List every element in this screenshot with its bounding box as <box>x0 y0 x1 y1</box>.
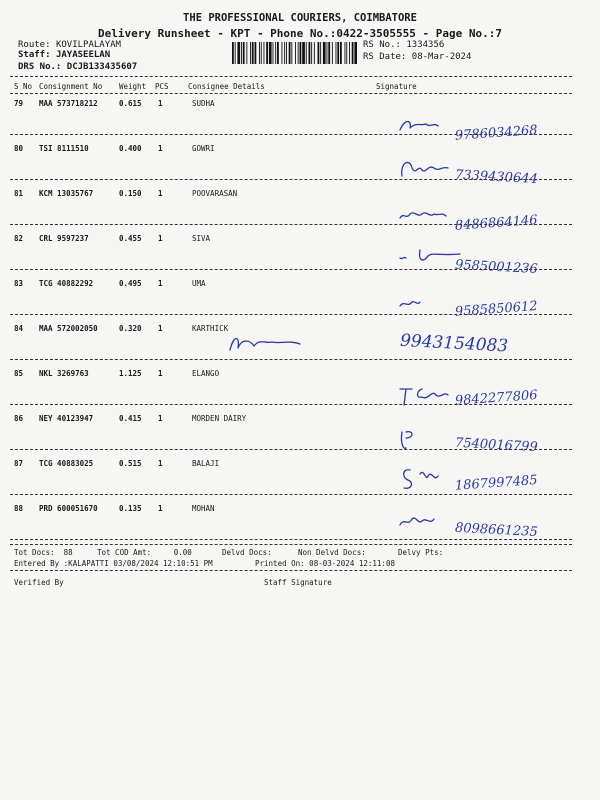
barcode-bar <box>323 42 326 64</box>
row-divider <box>10 179 572 180</box>
row-sno: 80 <box>14 144 24 153</box>
row-divider <box>10 134 572 135</box>
barcode-bar <box>266 42 268 64</box>
row-consignment-no: TSI 8111510 <box>39 144 89 153</box>
row-divider <box>10 224 572 225</box>
signature-scribble <box>404 470 438 489</box>
row-sno: 79 <box>14 99 24 108</box>
signature-scribble <box>401 432 412 449</box>
row-divider <box>10 404 572 405</box>
row-pcs: 1 <box>158 369 163 378</box>
divider <box>10 570 572 571</box>
barcode-bar <box>302 42 305 64</box>
row-weight: 0.495 <box>119 279 142 288</box>
row-consignment-no: KCM 13035767 <box>39 189 94 198</box>
row-sno: 81 <box>14 189 24 198</box>
row-consignee: POOVARASAN <box>192 189 238 198</box>
barcode-bar <box>318 42 320 64</box>
drs-label: DRS No.: <box>18 62 62 72</box>
barcode-bar <box>273 42 274 64</box>
divider <box>10 544 572 545</box>
barcode-bar <box>264 42 265 64</box>
signature-scribble <box>400 518 434 525</box>
printed-on: Printed On: 08-03-2024 12:11:08 <box>255 559 395 568</box>
signature-scribble <box>400 302 420 306</box>
divider <box>10 76 572 77</box>
rs-date-line <box>363 52 471 62</box>
row-consignee: ELANGO <box>192 369 220 378</box>
staff-signature: Staff Signature <box>264 578 332 587</box>
row-consignment-no: NKL 3269763 <box>39 369 89 378</box>
row-pcs: 1 <box>158 504 163 513</box>
row-consignee: GOWRI <box>192 144 215 153</box>
barcode-bar <box>354 42 357 64</box>
divider <box>10 93 572 94</box>
row-consignment-no: TCG 40883025 <box>39 459 94 468</box>
row-pcs: 1 <box>158 324 163 333</box>
barcode-bar <box>352 42 354 64</box>
row-consignment-no: CRL 9597237 <box>39 234 89 243</box>
delivery-points: Delvy Pts: <box>398 548 444 557</box>
barcode-bar <box>340 42 342 64</box>
row-sno: 82 <box>14 234 24 243</box>
row-pcs: 1 <box>158 234 163 243</box>
signature-scribble <box>400 389 448 405</box>
barcode-bar <box>291 42 292 64</box>
row-consignee: BALAJI <box>192 459 220 468</box>
row-divider <box>10 539 572 540</box>
signature-scribble <box>402 162 448 176</box>
barcode-bar <box>346 42 347 64</box>
barcode-bar <box>295 42 296 64</box>
col-weight-header: Weight <box>119 82 147 91</box>
barcode-bar <box>311 42 312 64</box>
barcode-bar <box>328 42 330 64</box>
row-signature <box>380 152 580 202</box>
row-divider <box>10 359 572 360</box>
row-sno: 87 <box>14 459 24 468</box>
row-weight: 0.615 <box>119 99 142 108</box>
row-pcs: 1 <box>158 189 163 198</box>
row-signature <box>380 460 580 510</box>
rs-date-value: 08-Mar-2024 <box>411 52 472 62</box>
row-pcs: 1 <box>158 99 163 108</box>
barcode-bar <box>237 42 240 64</box>
barcode-bar <box>261 42 262 64</box>
barcode-bar <box>235 42 236 64</box>
barcode-bar <box>289 42 291 64</box>
signature-number: 9842277806 <box>454 387 539 409</box>
staff-label: Staff: <box>18 50 51 60</box>
col-signature-header: Signature <box>376 82 417 91</box>
row-pcs: 1 <box>158 144 163 153</box>
barcode-bar <box>332 42 333 64</box>
row-weight: 0.320 <box>119 324 142 333</box>
non-delivered-docs: Non Delvd Docs: <box>298 548 366 557</box>
barcode-bar <box>282 42 283 64</box>
barcode-bar <box>277 42 279 64</box>
barcode-bar <box>314 42 315 64</box>
row-pcs: 1 <box>158 459 163 468</box>
barcode-bar <box>345 42 346 64</box>
signature-scribble <box>230 339 300 351</box>
barcode-bar <box>298 42 299 64</box>
row-consignee: MOHAN <box>192 504 215 513</box>
row-consignee: MORDEN DAIRY <box>192 414 247 423</box>
barcode-bar <box>336 42 337 64</box>
row-sno: 88 <box>14 504 24 513</box>
barcode-bar <box>309 42 311 64</box>
row-weight: 1.125 <box>119 369 142 378</box>
delivered-docs: Delvd Docs: <box>222 548 272 557</box>
col-pcs-header: PCS <box>155 82 169 91</box>
barcode-bar <box>232 42 234 64</box>
row-consignment-no: TCG 40882292 <box>39 279 94 288</box>
row-divider <box>10 269 572 270</box>
row-consignment-no: MAA 572002050 <box>39 324 98 333</box>
signature-number: 8486864146 <box>454 212 539 234</box>
barcode <box>232 42 357 64</box>
col-consignee-header: Consignee Details <box>188 82 265 91</box>
verified-by: Verified By <box>14 578 64 587</box>
row-weight: 0.415 <box>119 414 142 423</box>
row-consignment-no: NEY 40123947 <box>39 414 94 423</box>
rs-no-line <box>363 40 444 50</box>
route-line <box>18 40 121 50</box>
barcode-bar <box>269 42 272 64</box>
rs-date-label: RS Date: <box>363 52 407 62</box>
signature-number: 9786034268 <box>454 122 539 144</box>
barcode-bar <box>259 42 260 64</box>
row-divider <box>10 314 572 315</box>
signature-scribble <box>400 122 438 131</box>
row-consignment-no: MAA 573718212 <box>39 99 98 108</box>
barcode-bar <box>255 42 257 64</box>
barcode-bar <box>300 42 302 64</box>
signature-number: 1867997485 <box>454 472 539 494</box>
signature-number: 7540016799 <box>454 435 539 456</box>
barcode-bar <box>241 42 242 64</box>
total-docs: Tot Docs: 88 <box>14 548 73 557</box>
staff-line <box>18 50 110 60</box>
barcode-bar <box>327 42 328 64</box>
drs-value: DCJB133435607 <box>66 62 138 72</box>
barcode-bar <box>246 42 247 64</box>
row-divider <box>10 494 572 495</box>
barcode-bar <box>243 42 245 64</box>
row-signature <box>380 375 580 425</box>
row-signature <box>380 242 580 292</box>
signature-number: 9585850612 <box>454 298 539 320</box>
signature-scribble <box>400 213 446 218</box>
company-title: THE PROFESSIONAL COURIERS, COIMBATORE <box>183 12 417 24</box>
row-consignee: SUDHA <box>192 99 215 108</box>
signature-number: 7339430644 <box>454 167 539 188</box>
signature-number: 9585001236 <box>454 257 539 278</box>
row-sno: 84 <box>14 324 24 333</box>
row-weight: 0.455 <box>119 234 142 243</box>
col-consignment-header: Consignment No <box>39 82 103 91</box>
row-sno: 85 <box>14 369 24 378</box>
row-weight: 0.135 <box>119 504 142 513</box>
row-weight: 0.515 <box>119 459 142 468</box>
route-label: Route: <box>18 40 51 50</box>
signature-scribble <box>400 250 460 260</box>
barcode-bar <box>337 42 339 64</box>
signature-number: 8098661235 <box>454 520 539 541</box>
row-sno: 83 <box>14 279 24 288</box>
barcode-bar <box>250 42 251 64</box>
col-sno-header: S No <box>14 82 33 91</box>
row-consignee: UMA <box>192 279 206 288</box>
drs-line <box>18 62 137 72</box>
row-consignment-no: PRD 600051670 <box>39 504 98 513</box>
row-consignee: KARTHICK <box>192 324 229 333</box>
barcode-bar <box>349 42 350 64</box>
row-pcs: 1 <box>158 414 163 423</box>
barcode-bar <box>252 42 254 64</box>
row-divider <box>10 449 572 450</box>
row-pcs: 1 <box>158 279 163 288</box>
row-weight: 0.400 <box>119 144 142 153</box>
staff-value: JAYASEELAN <box>55 50 111 60</box>
total-cod-amount: Tot COD Amt: 0.00 <box>97 548 192 557</box>
barcode-bar <box>275 42 276 64</box>
barcode-bar <box>306 42 307 64</box>
rs-no-label: RS No.: <box>363 40 401 50</box>
rs-no-value: 1334356 <box>406 40 445 50</box>
row-signature <box>380 320 580 370</box>
row-sno: 86 <box>14 414 24 423</box>
barcode-bar <box>286 42 287 64</box>
runsheet-title: Delivery Runsheet - KPT - Phone No.:0422-3505555 - Page No.:7 <box>98 27 502 40</box>
barcode-bar <box>284 42 285 64</box>
entered-by: Entered By :KALAPATTI 03/08/2024 12:10:51 PM <box>14 559 213 568</box>
row-consignee: SIVA <box>192 234 211 243</box>
barcode-bar <box>320 42 321 64</box>
route-value: KOVILPALAYAM <box>55 40 121 50</box>
signature-number: 9943154083 <box>399 330 509 357</box>
row-weight: 0.150 <box>119 189 142 198</box>
